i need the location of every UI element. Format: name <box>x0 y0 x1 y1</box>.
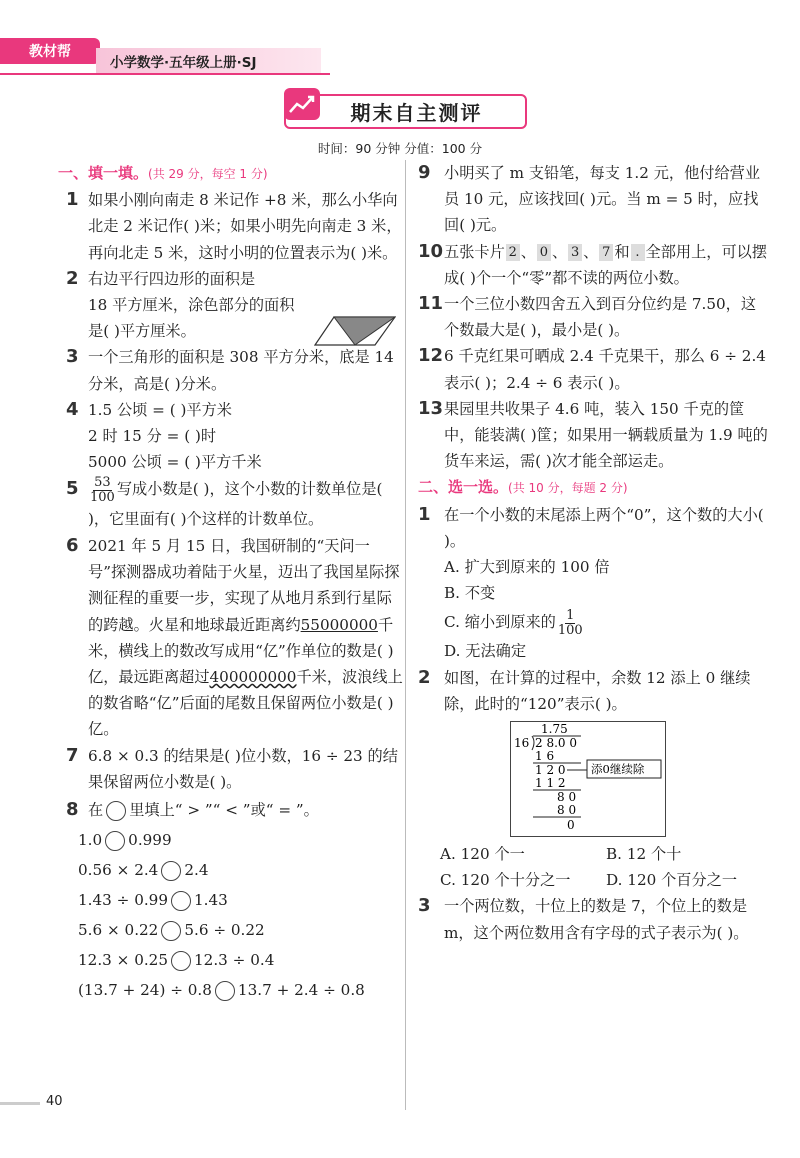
compare-circle[interactable] <box>171 951 191 971</box>
section-fill-heading: 一、填一填。(共 29 分，每空 1 分) <box>58 164 268 182</box>
divisor: 16 <box>514 736 530 751</box>
brand-tag: 教材帮 <box>0 38 100 64</box>
column-divider <box>405 160 406 1110</box>
option-b[interactable]: B. 12 个十 <box>606 845 682 864</box>
choice-1: 1 在一个小数的末尾添上两个“0”，这个数的大小( )。 A. 扩大到原来的 100 倍 B. 不变 C. 缩小到原来的 $\frac{1}{100}$ D. 无法确定 <box>418 502 770 665</box>
subject-label: 小学数学·五年级上册·SJ <box>96 48 321 73</box>
compare-circle[interactable] <box>105 831 125 851</box>
question-3: 3 一个三角形的面积是 308 平方分米，底是 14 分米，高是( )分米。 <box>66 346 394 393</box>
digit-card: . <box>631 244 645 261</box>
footer-bar <box>0 1102 40 1105</box>
compare-circle[interactable] <box>161 921 181 941</box>
question-11: 11 一个三位小数四舍五入到百分位约是 7.50，这个数最大是( )，最小是( )。 <box>418 293 757 340</box>
list-item: 1.0 0.999 <box>78 830 172 849</box>
option-a[interactable]: A. 120 个一 <box>440 845 525 864</box>
division-row: 1 1 2 <box>535 776 566 791</box>
choice-2: 2 如图，在计算的过程中，余数 12 添上 0 继续除，此时的“120”表示( )。 <box>418 666 751 713</box>
question-7: 7 6.8 × 0.3 的结果是( )位小数，16 ÷ 23 的结果保留两位小数是( )。 <box>66 744 398 791</box>
option-d[interactable]: D. 无法确定 <box>444 642 527 661</box>
right-column <box>418 160 770 946</box>
list-item: (13.7 + 24) ÷ 0.8 13.7 + 2.4 ÷ 0.8 <box>78 980 365 999</box>
time-info: 时间：90 分钟 分值：100 分 <box>317 141 483 156</box>
title-box <box>284 94 527 129</box>
list-item: 1.43 ÷ 0.99 1.43 <box>78 890 228 909</box>
division-row: 0 <box>567 818 575 833</box>
list-item: 5.6 × 0.22 5.6 ÷ 0.22 <box>78 920 265 939</box>
question-13: 13 果园里共收果子 4.6 吨，装入 150 千克的筐中，能装满( )筐；如果用一辆载质量为 1.9 吨的货车来运，需( )次才能全部运走。 <box>418 397 768 471</box>
question-2: 2 右边平行四边形的面积是 18 平方厘米，涂色部分的面积 是( )平方厘米。 <box>66 267 295 341</box>
comparison-list <box>78 825 403 1005</box>
quotient: 1.75 <box>541 722 568 737</box>
compare-circle[interactable] <box>171 891 191 911</box>
left-column <box>58 160 403 1005</box>
header-rule <box>0 73 330 75</box>
fraction: $\frac{53}{100}$ <box>90 474 115 505</box>
compare-circle[interactable] <box>215 981 235 1001</box>
division-row: 1 2 0 <box>535 763 566 778</box>
question-9: 9 小明买了 m 支铅笔，每支 1.2 元，他付给营业员 10 元，应该找回( )元。当 m = 5 时，应找回( )元。 <box>418 162 761 235</box>
question-6: 6 2021 年 5 月 15 日，我国研制的“天问一号”探测器成功着陆于火星，迈出了我国星际探测征程的重要一步，实现了从地月系到行星际的跨越。火星和地球最近距离约55000000千米，横线上的数改写成用“亿”作单位的数是( )亿，最远距离超过400000000千米，波浪线上的数省略“亿”后面的尾数且保留两位小数是( )亿。 <box>66 534 403 739</box>
dividend: 2 8.0 0 <box>535 736 577 751</box>
chart-trend-icon <box>284 88 320 120</box>
option-a[interactable]: A. 扩大到原来的 100 倍 <box>444 558 610 577</box>
question-4: 4 1.5 公顷 = ( )平方米 2 时 15 分 = ( )时 5000 公顷 = ( )平方千米 <box>66 398 262 472</box>
option-b[interactable]: B. 不变 <box>444 584 496 603</box>
choice-3: 3 一个两位数，十位上的数是 7，个位上的数是 m，这个两位数用含有字母的式子表示为( )。 <box>418 895 749 942</box>
page-number: 40 <box>46 1094 63 1109</box>
callout-label: 添0继续除 <box>591 762 645 777</box>
question-10: 10 五张卡片 2 、 0 、 3 、 7 和 . 全部用上，可以摆成( )个一个“零”都不读的两位小数。 <box>418 240 767 287</box>
section-choice-heading: 二、选一选。(共 10 分，每题 2 分) <box>418 478 628 497</box>
list-item: 0.56 × 2.4 2.4 <box>78 860 209 879</box>
option-c[interactable]: C. 120 个十分之一 <box>440 871 571 890</box>
page-title: 期末自主测评 <box>350 101 483 125</box>
option-c[interactable]: C. 缩小到原来的 $\frac{1}{100}$ <box>444 607 583 638</box>
question-5: 5 $\frac{53}{100}$ 写成小数是( )，这个小数的计数单位是( )，它里面有( )个这样的计数单位。 <box>66 474 383 528</box>
choice-2-options <box>418 841 770 893</box>
digit-card: 7 <box>599 244 613 261</box>
compare-circle[interactable] <box>106 801 126 821</box>
question-12: 12 6 千克红果可晒成 2.4 千克果干，那么 6 ÷ 2.4 表示( )；2.4 ÷ 6 表示( )。 <box>418 345 766 392</box>
digit-card: 0 <box>537 244 551 261</box>
list-item: 12.3 × 0.25 12.3 ÷ 0.4 <box>78 950 275 969</box>
option-d[interactable]: D. 120 个百分之一 <box>606 871 738 890</box>
division-row: 8 0 <box>557 803 577 818</box>
compare-circle[interactable] <box>161 861 181 881</box>
question-8: 8 在 里填上“ > ”“ < ”或“ = ”。 1.0 0.999 0.56 × 2.4 2.4 1.43 ÷ 0.99 1.43 5.6 × 0.22 5.6 ÷ 0.22 12.3 × 0.25 12.3 ÷ 0.4 (13.7 + 24) ÷ 0.8 13.7 + 2.4 ÷ 0.8 <box>58 795 403 1005</box>
digit-card: 3 <box>568 244 582 261</box>
parallelogram-figure <box>314 316 396 346</box>
division-row: 8 0 <box>557 790 577 805</box>
division-row: 1 6 <box>535 749 555 764</box>
digit-card: 2 <box>506 244 520 261</box>
long-division-figure <box>510 721 666 837</box>
question-1: 1 如果小刚向南走 8 米记作 +8 米，那么小华向北走 2 米记作( )米；如果小明先向南走 3 米，再向北走 5 米，这时小明的位置表示为( )米。 <box>66 189 402 262</box>
